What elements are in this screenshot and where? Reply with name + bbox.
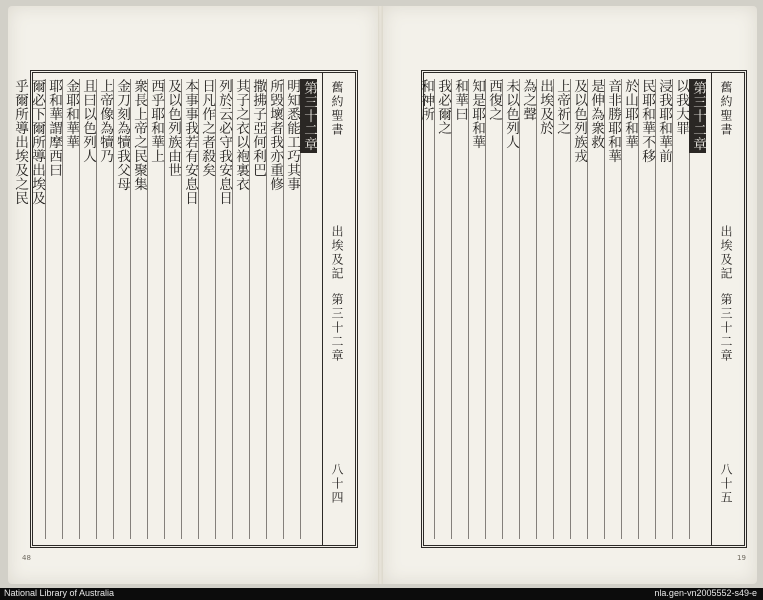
text-column: 乎爾所導出埃及之民	[12, 79, 28, 205]
text-column: 於山耶和華	[622, 79, 638, 149]
text-column: 上帝祈之	[554, 79, 570, 135]
text-column: 衆長上帝之民聚集	[131, 79, 147, 191]
text-column: 知是耶和華	[469, 79, 485, 149]
text-column: 金耶和華華	[63, 79, 79, 149]
pencil-mark: 48	[22, 554, 31, 562]
text-column: 列於云必守我安息日	[216, 79, 232, 205]
text-column: 民耶和華不移	[639, 79, 655, 163]
footer-library-name: National Library of Australia	[4, 588, 115, 598]
footer-record-id: nla.gen-vn2005552-s49-e	[654, 588, 757, 598]
text-column: 浸我耶和華前	[656, 79, 672, 163]
text-column: 出埃及於	[537, 79, 553, 135]
text-column: 音非勝耶和華	[605, 79, 621, 163]
chapter-label: 第三十二章	[330, 293, 344, 363]
left-running-header	[322, 73, 355, 545]
book-title: 舊約聖書	[330, 81, 344, 137]
text-column: 以我大罪	[673, 79, 689, 135]
left-body-text	[12, 79, 317, 539]
right-page	[383, 6, 757, 584]
text-column: 未以色列人	[503, 79, 519, 149]
text-column: 和華曰	[452, 79, 468, 121]
text-column: 及以色列族戎	[571, 79, 587, 163]
right-text-frame	[418, 70, 747, 548]
text-column: 其子之衣以袍裏衣	[233, 79, 249, 191]
text-column: 及以色列族由世	[165, 79, 181, 177]
text-column: 且曰以色列人	[80, 79, 96, 163]
text-column: 我必爾之	[435, 79, 451, 135]
text-column: 撒拂子亞何利巴	[250, 79, 266, 177]
text-column: 金刀刻為犢我父母	[114, 79, 130, 191]
book-title: 舊約聖書	[719, 81, 733, 137]
text-column: 是伸為衆救	[588, 79, 604, 149]
text-column: 和神所	[418, 79, 434, 121]
text-column: 上帝像為犢乃	[97, 79, 113, 163]
right-body-text	[418, 79, 706, 539]
text-column: 明知悉能工巧其事	[284, 79, 300, 191]
text-column: 所毁壞者我亦重修	[267, 79, 283, 191]
archive-footer	[0, 588, 763, 600]
chapter-label: 第三十二章	[719, 293, 733, 363]
left-page	[8, 6, 378, 584]
section-title: 出埃及記	[330, 225, 344, 281]
text-column: 爾必下爾所導出埃及	[29, 79, 45, 205]
text-column: 為之聲	[520, 79, 536, 121]
pencil-mark: 19	[737, 554, 746, 562]
text-column: 西乎耶和華上	[148, 79, 164, 163]
text-column: 本事事我若有安息日	[182, 79, 198, 205]
page-number: 八十五	[719, 463, 733, 505]
page-number: 八十四	[330, 463, 344, 505]
section-title: 出埃及記	[719, 225, 733, 281]
chapter-heading: 第三十二章	[301, 81, 317, 151]
right-running-header	[711, 73, 744, 545]
text-column: 日凡作之者殺矣	[199, 79, 215, 177]
text-column: 耶和華謂摩西曰	[46, 79, 62, 177]
text-column: 西復之	[486, 79, 502, 121]
chapter-heading: 第三十二章	[690, 81, 706, 151]
left-text-frame	[12, 70, 358, 548]
